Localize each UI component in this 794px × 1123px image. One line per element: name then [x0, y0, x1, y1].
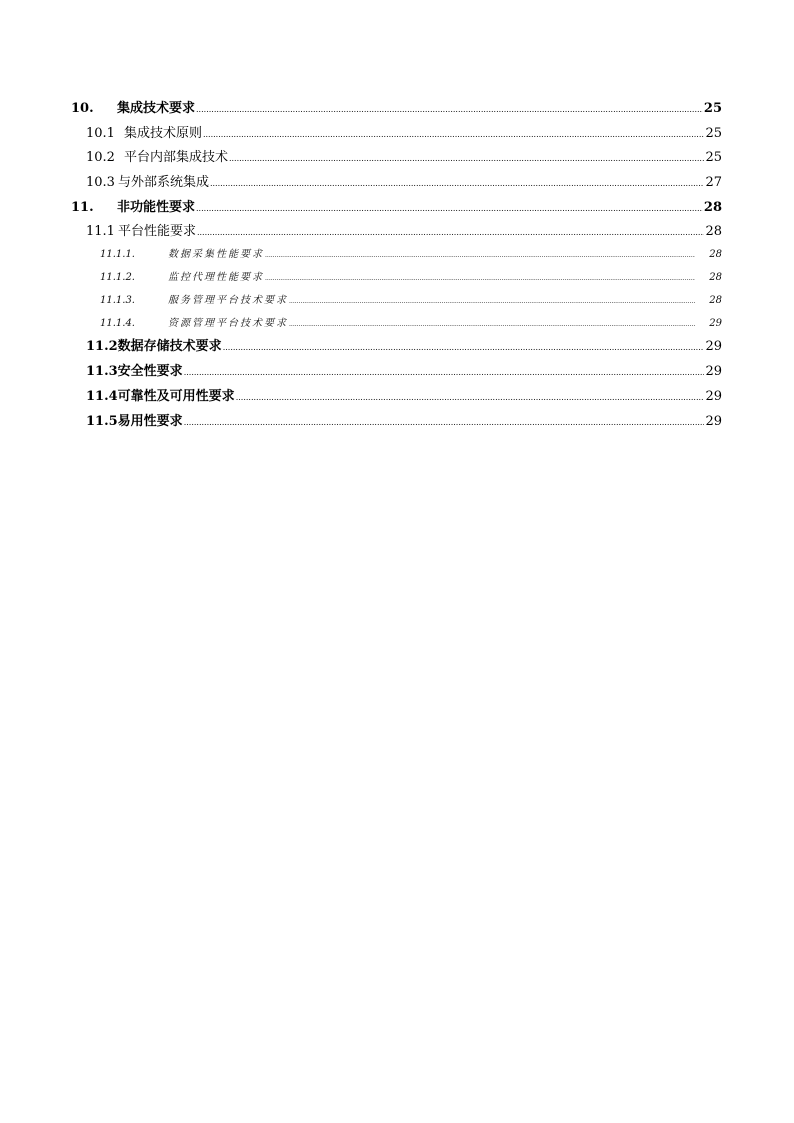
toc-entry-title: 非功能性要求	[117, 200, 196, 215]
toc-entry-11-2[interactable]	[86, 335, 722, 354]
toc-entry-page: 29	[705, 339, 722, 354]
toc-entry-11-1-4[interactable]	[100, 314, 722, 329]
toc-entry-title: 平台性能要求	[117, 224, 196, 239]
toc-entry-title: 易用性要求	[117, 414, 183, 429]
toc-leader-dots	[236, 394, 705, 402]
toc-leader-dots	[210, 180, 704, 188]
toc-entry-page: 29	[705, 389, 722, 404]
toc-entry-page: 25	[703, 101, 722, 116]
toc-entry-number: 10.1	[86, 126, 115, 141]
toc-entry-number: 10.	[71, 101, 94, 116]
toc-entry-page: 28	[709, 272, 722, 283]
toc-entry-number: 10.2	[86, 150, 115, 165]
toc-entry-number: 11.5	[86, 414, 118, 429]
toc-entry-11[interactable]	[71, 196, 722, 215]
toc-entry-page: 28	[705, 224, 722, 239]
toc-entry-title: 服务管理平台技术要求	[168, 295, 288, 306]
toc-entry-page: 25	[705, 126, 722, 141]
toc-entry-title: 资源管理平台技术要求	[168, 318, 288, 329]
toc-leader-dots	[229, 155, 704, 163]
toc-leader-dots	[223, 344, 705, 352]
toc-entry-11-1-2[interactable]	[100, 268, 722, 283]
toc-entry-number: 11.	[71, 200, 94, 215]
toc-leader-dots	[184, 419, 705, 427]
toc-entry-11-1-1[interactable]	[100, 245, 722, 260]
toc-entry-title: 可靠性及可用性要求	[117, 389, 235, 404]
toc-entry-title: 数据存储技术要求	[117, 339, 222, 354]
toc-entry-11-1[interactable]	[86, 220, 722, 239]
toc-entry-11-1-3[interactable]	[100, 291, 722, 306]
toc-leader-dots	[196, 106, 703, 114]
toc-entry-number: 11.2	[86, 339, 118, 354]
toc-entry-page: 25	[705, 150, 722, 165]
toc-entry-number: 11.1.4.	[100, 318, 135, 329]
toc-entry-number: 11.1.1.	[100, 249, 135, 260]
toc-entry-title: 数据采集性能要求	[168, 249, 264, 260]
toc-leader-dots	[289, 299, 695, 305]
toc-leader-dots	[184, 369, 705, 377]
toc-entry-number: 11.4	[86, 389, 118, 404]
toc-entry-page: 28	[709, 295, 722, 306]
toc-leader-dots	[289, 322, 695, 328]
toc-entry-number: 10.3	[86, 175, 115, 190]
toc-entry-number: 11.3	[86, 364, 118, 379]
toc-leader-dots	[203, 131, 704, 139]
toc-entry-page: 27	[705, 175, 722, 190]
toc-entry-title: 集成技术原则	[123, 126, 202, 141]
toc-entry-10-2[interactable]	[86, 146, 722, 165]
toc-entry-number: 11.1.3.	[100, 295, 135, 306]
toc-entry-title: 平台内部集成技术	[123, 150, 228, 165]
toc-entry-11-5[interactable]	[86, 410, 722, 429]
toc-leader-dots	[265, 276, 695, 282]
toc-leader-dots	[196, 205, 703, 213]
toc-entry-title: 与外部系统集成	[117, 175, 209, 190]
toc-entry-10-3[interactable]	[86, 171, 722, 190]
toc-entry-11-3[interactable]	[86, 360, 722, 379]
toc-entry-title: 集成技术要求	[117, 101, 196, 116]
toc-entry-10[interactable]	[71, 97, 722, 116]
toc-entry-page: 28	[709, 249, 722, 260]
toc-entry-title: 安全性要求	[117, 364, 183, 379]
toc-entry-page: 28	[703, 200, 722, 215]
toc-entry-page: 29	[705, 364, 722, 379]
toc-entry-number: 11.1.2.	[100, 272, 135, 283]
toc-leader-dots	[265, 253, 695, 259]
toc-leader-dots	[197, 229, 704, 237]
toc-entry-11-4[interactable]	[86, 385, 722, 404]
toc-entry-page: 29	[705, 414, 722, 429]
toc-entry-10-1[interactable]	[86, 122, 722, 141]
toc-entry-title: 监控代理性能要求	[168, 272, 264, 283]
toc-entry-page: 29	[709, 318, 722, 329]
toc-entry-number: 11.1	[86, 224, 115, 239]
